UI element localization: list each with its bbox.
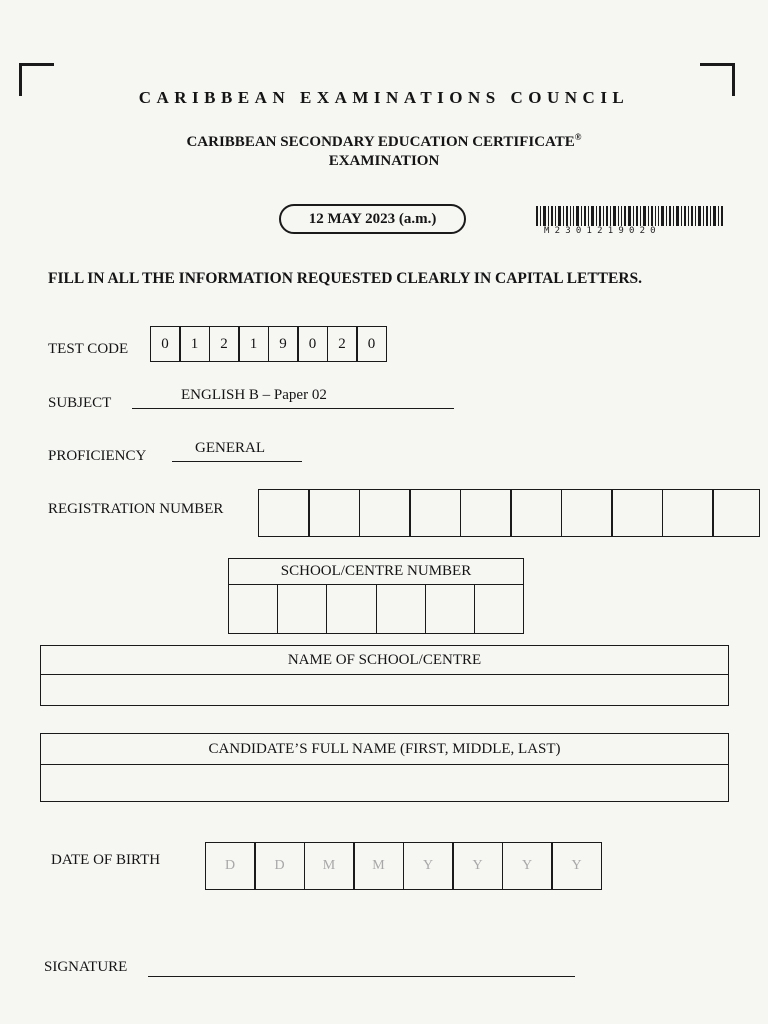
registration-digit-box[interactable] — [308, 489, 360, 537]
proficiency-field[interactable] — [172, 440, 302, 462]
registration-number-label: REGISTRATION NUMBER — [48, 501, 224, 517]
exam-date-badge — [279, 204, 466, 234]
school-centre-name-field[interactable] — [41, 675, 728, 705]
barcode-icon — [536, 206, 724, 228]
registration-digit-box[interactable] — [510, 489, 562, 537]
registration-digit-box[interactable] — [561, 489, 613, 537]
registration-digit-box[interactable] — [359, 489, 411, 537]
signature-field[interactable] — [148, 955, 575, 977]
dob-year-box[interactable]: Y — [502, 842, 553, 890]
school-centre-digit-box[interactable] — [426, 585, 475, 633]
registration-digit-box[interactable] — [662, 489, 714, 537]
school-centre-number-label: SCHOOL/CENTRE NUMBER — [229, 559, 523, 585]
test-code-digit: 1 — [238, 326, 269, 362]
registration-digit-box[interactable] — [409, 489, 461, 537]
test-code-digit: 0 — [356, 326, 387, 362]
test-code-digit: 2 — [209, 326, 240, 362]
proficiency-label: PROFICIENCY — [48, 448, 147, 464]
proficiency-value: GENERAL — [195, 440, 265, 456]
dob-day-box[interactable]: D — [205, 842, 256, 890]
certificate-title — [0, 128, 768, 171]
registration-number-boxes — [259, 489, 760, 537]
test-code-digit: 0 — [297, 326, 328, 362]
date-of-birth-label: DATE OF BIRTH — [51, 852, 161, 868]
school-centre-digit-box[interactable] — [229, 585, 278, 633]
school-centre-digit-box[interactable] — [377, 585, 426, 633]
registration-digit-box[interactable] — [611, 489, 663, 537]
school-centre-name-label: NAME OF SCHOOL/CENTRE — [41, 646, 728, 675]
dob-day-box[interactable]: D — [254, 842, 305, 890]
registered-mark: ® — [574, 132, 582, 142]
school-centre-name-box — [40, 645, 729, 706]
registration-digit-box[interactable] — [460, 489, 512, 537]
dob-year-box[interactable]: Y — [452, 842, 503, 890]
dob-month-box[interactable]: M — [353, 842, 404, 890]
subject-value: ENGLISH B – Paper 02 — [181, 387, 327, 403]
candidate-name-label: CANDIDATE’S FULL NAME (FIRST, MIDDLE, LAST) — [41, 734, 728, 765]
subject-field[interactable] — [132, 386, 454, 409]
test-code-digit: 0 — [150, 326, 181, 362]
test-code-label: TEST CODE — [48, 341, 129, 357]
candidate-name-box — [40, 733, 729, 802]
test-code-digit: 9 — [268, 326, 299, 362]
registration-digit-box[interactable] — [258, 489, 310, 537]
test-code-digit: 2 — [327, 326, 358, 362]
school-centre-digit-box[interactable] — [278, 585, 327, 633]
test-code-digit: 1 — [179, 326, 210, 362]
instruction-text: FILL IN ALL THE INFORMATION REQUESTED CLEARLY IN CAPITAL LETTERS. — [48, 270, 643, 287]
candidate-name-field[interactable] — [41, 765, 728, 801]
signature-label: SIGNATURE — [44, 959, 128, 975]
council-title: CARIBBEAN EXAMINATIONS COUNCIL — [138, 88, 630, 107]
test-code-boxes — [151, 326, 387, 362]
school-centre-digit-box[interactable] — [327, 585, 376, 633]
dob-year-box[interactable]: Y — [551, 842, 602, 890]
date-of-birth-boxes — [206, 842, 602, 890]
dob-year-box[interactable]: Y — [403, 842, 454, 890]
school-centre-number-box — [228, 558, 524, 634]
certificate-name: CARIBBEAN SECONDARY EDUCATION CERTIFICATE — [186, 134, 575, 150]
registration-digit-box[interactable] — [712, 489, 760, 537]
subject-label: SUBJECT — [48, 395, 112, 411]
exam-date: 12 MAY 2023 (a.m.) — [308, 210, 437, 227]
dob-month-box[interactable]: M — [304, 842, 355, 890]
examination-label: EXAMINATION — [328, 153, 440, 169]
school-centre-digit-box[interactable] — [475, 585, 523, 633]
barcode-number: M2301219020 — [544, 226, 661, 236]
